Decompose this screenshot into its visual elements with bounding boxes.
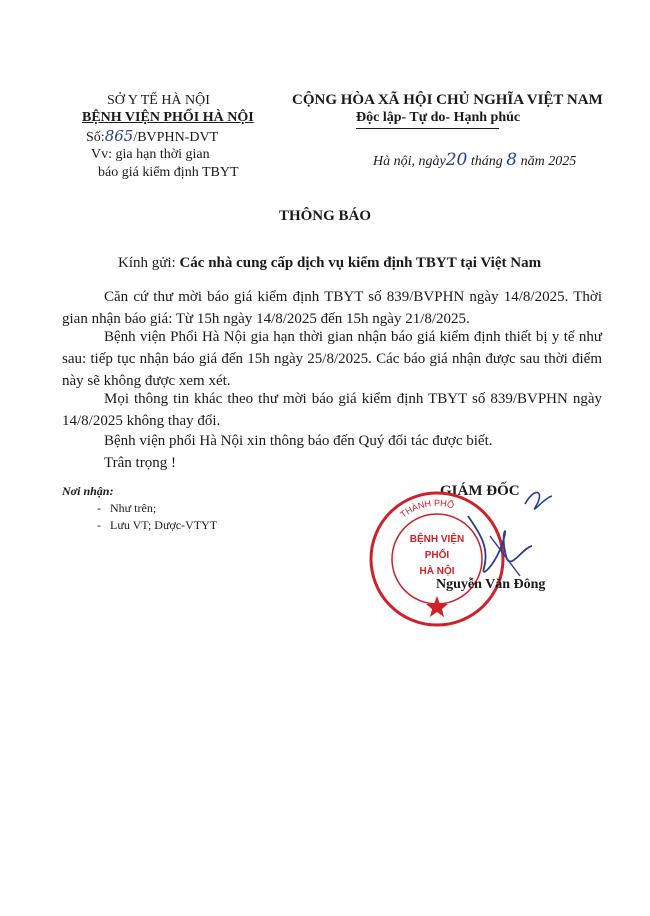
body-paragraph-4	[62, 430, 602, 452]
document-number	[86, 127, 218, 146]
date-day: 20	[445, 150, 468, 170]
date-line	[373, 150, 576, 170]
body-paragraph-3-text: Mọi thông tin khác theo thư mời báo giá kiểm định TBYT số 839/BVPHN ngày 14/8/2025 không thay đổi.	[62, 391, 602, 429]
recipient-text: Các nhà cung cấp dịch vụ kiểm định TBYT tại Việt Nam	[179, 255, 542, 271]
signer-name: Nguyễn Văn Đông	[436, 577, 546, 592]
motto: Độc lập- Tự do- Hạnh phúc	[356, 110, 521, 125]
number-prefix: Số:	[86, 130, 105, 145]
stamp-arc-text: THÀNH PHỐ	[398, 497, 456, 520]
hospital-name: BỆNH VIỆN PHỔI HÀ NỘI	[82, 110, 254, 125]
recipient-item: - Lưu VT; Dược-VTYT	[97, 518, 218, 532]
handwritten-signature	[440, 476, 570, 586]
body-paragraph-5	[62, 452, 602, 474]
date-year: năm 2025	[520, 154, 577, 169]
body-paragraph-4-text: Bệnh viện phổi Hà Nội xin thông báo đến Quý đối tác được biết.	[104, 433, 493, 449]
subject-line-1: Vv: gia hạn thời gian	[91, 147, 210, 162]
motto-underline	[356, 128, 499, 129]
body-paragraph-5-text: Trân trọng !	[104, 455, 176, 471]
number-suffix: /BVPHN-DVT	[133, 130, 219, 145]
stamp-star-icon	[426, 596, 448, 617]
date-month: 8	[506, 150, 518, 170]
recipient-line	[118, 255, 541, 272]
body-paragraph-3	[62, 388, 602, 432]
recipient-label: Kính gửi:	[118, 255, 176, 271]
number-handwritten: 865	[104, 127, 134, 145]
subject-line-2: báo giá kiểm định TBYT	[98, 165, 239, 180]
stamp-line-2: PHỔI	[424, 550, 450, 561]
ministry-name: SỞ Y TẾ HÀ NỘI	[107, 93, 210, 108]
body-paragraph-1-text: Căn cứ thư mời báo giá kiểm định TBYT số 839/BVPHN ngày 14/8/2025. Thời gian nhận báo giá: Từ 15h ngày 14/8/2025 đến 15h ngày 21/8/2025.	[62, 289, 602, 327]
document-title: THÔNG BÁO	[278, 208, 372, 224]
date-month-label: tháng	[470, 154, 503, 169]
recipient-item: - Như trên;	[97, 501, 157, 515]
recipients-label: Nơi nhận:	[62, 484, 114, 498]
stamp-line-3: HÀ NỘI	[419, 566, 455, 577]
date-place: Hà nội, ngày	[373, 154, 446, 169]
nation-title: CỘNG HÒA XÃ HỘI CHỦ NGHĨA VIỆT NAM	[292, 92, 603, 108]
body-paragraph-2-text: Bệnh viện Phổi Hà Nội gia hạn thời gian nhận báo giá kiểm định thiết bị y tế như sau: tiếp tục nhận báo giá đến 15h ngày 25/8/2025. Các báo giá nhận được sau thời điểm này sẽ không được xem xét.	[62, 329, 602, 389]
body-paragraph-1	[62, 286, 602, 330]
recipient-item-text: Như trên;	[110, 501, 157, 515]
signer-title: GIÁM ĐỐC	[440, 483, 520, 499]
stamp-line-1: BỆNH VIỆN	[409, 534, 465, 545]
body-paragraph-2	[62, 326, 602, 392]
recipient-item-text: Lưu VT; Dược-VTYT	[110, 518, 218, 532]
